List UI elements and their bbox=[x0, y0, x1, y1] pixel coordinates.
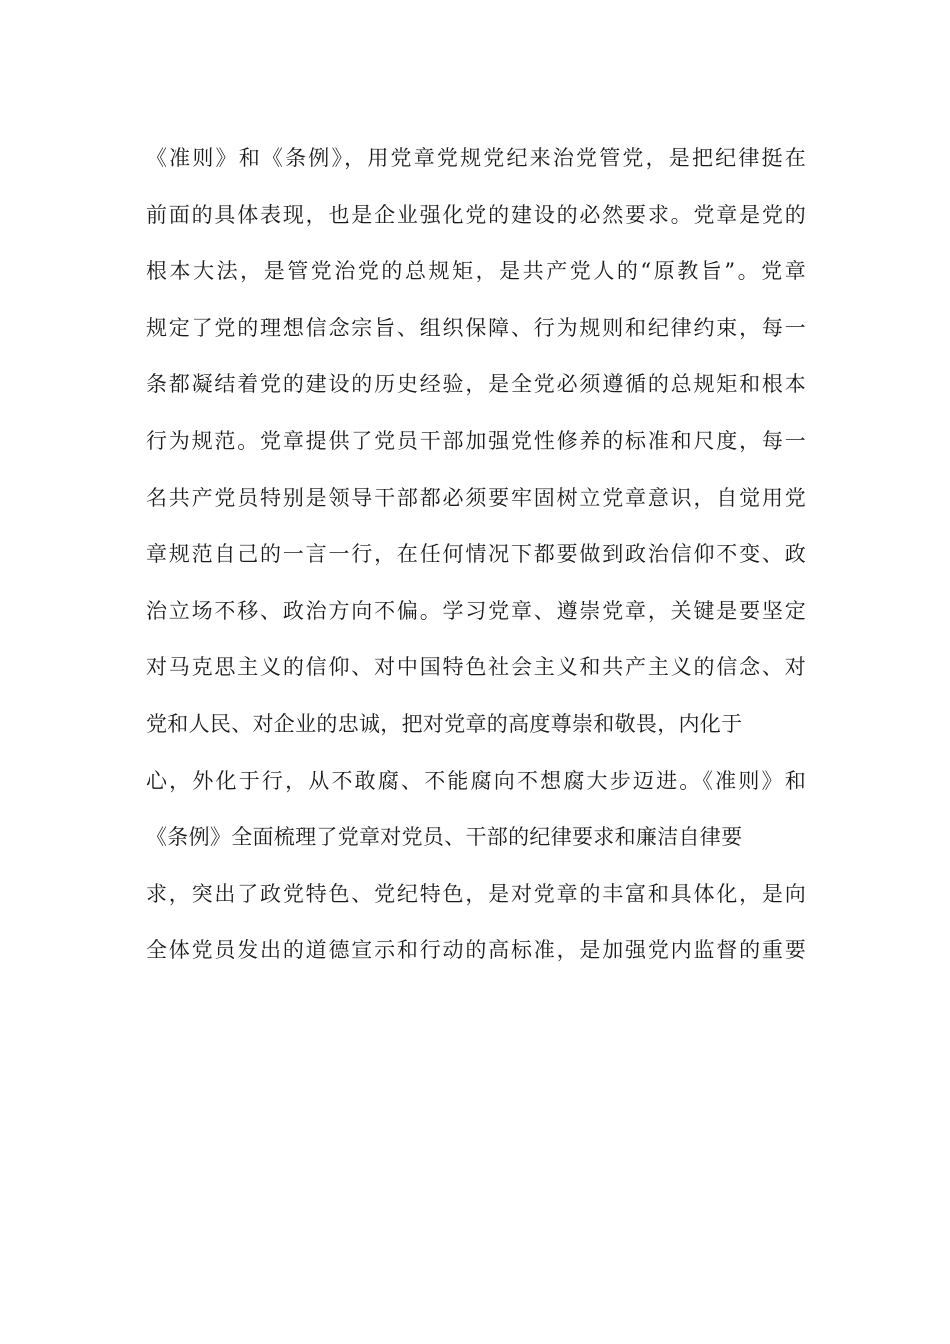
text-line: 党和人民、对企业的忠诚，把对党章的高度尊崇和敬畏，内化于 bbox=[146, 711, 743, 736]
text-line: 《条例》全面梳理了党章对党员、干部的纪律要求和廉洁自律要 bbox=[146, 825, 743, 850]
text-line: 对马克思主义的信仰、对中国特色社会主义和共产主义的信念、对 bbox=[146, 655, 806, 680]
text-line: 治立场不移、政治方向不偏。学习党章、遵崇党章，关键是要坚定 bbox=[146, 598, 806, 623]
text-line: 《准则》和《条例》，用党章党规党纪来治党管党，是把纪律挺在 bbox=[146, 146, 806, 170]
text-line: 章规范自己的一言一行，在任何情况下都要做到政治信仰不变、政 bbox=[146, 542, 806, 567]
text-line: 条都凝结着党的建设的历史经验，是全党必须遵循的总规矩和根本 bbox=[146, 372, 806, 397]
text-line: 心，外化于行，从不敢腐、不能腐向不想腐大步迈进。《准则》和 bbox=[146, 768, 806, 793]
text-line: 全体党员发出的道德宣示和行动的高标准，是加强党内监督的重要 bbox=[146, 938, 806, 963]
body-paragraph bbox=[146, 130, 806, 979]
text-line: 规定了党的理想信念宗旨、组织保障、行为规则和纪律约束，每一 bbox=[146, 315, 806, 340]
text-line: 根本大法，是管党治党的总规矩，是共产党人的“原教旨”。党章 bbox=[146, 259, 806, 284]
text-line: 名共产党员特别是领导干部都必须要牢固树立党章意识，自觉用党 bbox=[146, 485, 806, 510]
text-line: 前面的具体表现，也是企业强化党的建设的必然要求。党章是党的 bbox=[146, 202, 806, 227]
text-line: 行为规范。党章提供了党员干部加强党性修养的标准和尺度，每一 bbox=[146, 428, 806, 453]
text-line: 求，突出了政党特色、党纪特色，是对党章的丰富和具体化，是向 bbox=[146, 881, 806, 906]
